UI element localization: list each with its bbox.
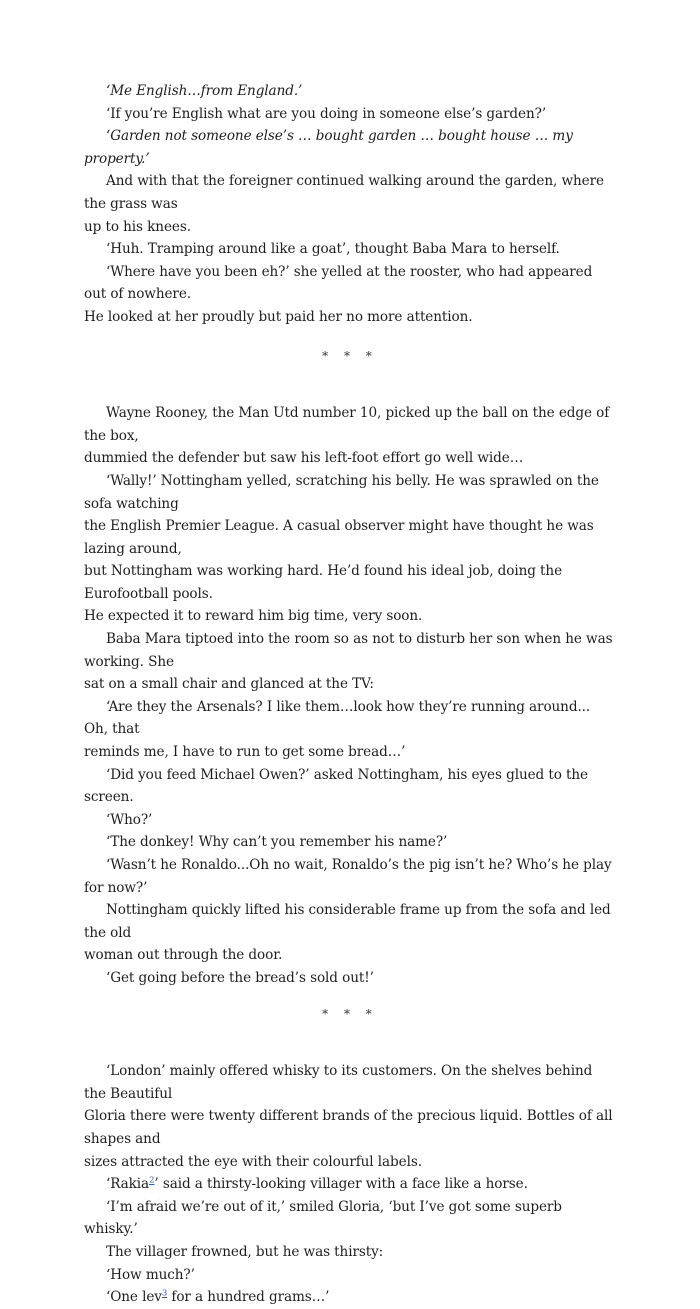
section-separator: * * * (322, 1006, 378, 1021)
text-run: ‘Rakia (106, 1176, 150, 1193)
paragraph: ‘The donkey! Why can’t you remember his name?’ (106, 834, 448, 851)
paragraph: ‘Did you feed Michael Owen?’ asked Nottingham, his eyes glued to the screen. (84, 766, 588, 806)
paragraph (84, 1286, 616, 1309)
text-run: for a hundred grams…’ (167, 1289, 330, 1306)
paragraph: ‘How much?’ (106, 1266, 195, 1283)
paragraph-line: ‘Where have you been eh?’ she yelled at the rooster, who had appeared out of nowhere. (84, 263, 593, 303)
paragraph-line: ‘London’ mainly offered whisky to its customers. On the shelves behind the Beautiful (84, 1063, 593, 1102)
paragraph: The villager frowned, but he was thirsty: (106, 1243, 384, 1260)
paragraph: ‘Who?’ (106, 811, 153, 828)
spacer (84, 380, 616, 402)
paragraph-line: the English Premier League. A casual observer might have thought he was lazing around, (84, 518, 594, 557)
paragraph-line: reminds me, I have to run to get some bread…’ (84, 744, 406, 761)
footnote-link[interactable]: 3 (161, 1288, 168, 1299)
paragraph (84, 1173, 616, 1196)
footnote-link[interactable]: 2 (149, 1175, 155, 1186)
text-run: ’ said a thirsty-looking villager with a face like a horse. (154, 1176, 528, 1193)
paragraph: ‘If you’re English what are you doing in someone else’s garden?’ (106, 105, 547, 122)
paragraph: ‘Me English…from England.’ (106, 83, 303, 99)
paragraph-line: He looked at her proudly but paid her no more attention. (84, 308, 473, 325)
paragraph-line: but Nottingham was working hard. He’d found his ideal job, doing the Eurofootball pools. (84, 563, 563, 602)
paragraph-line: Gloria there were twenty different brands of the precious liquid. Bottles of all shapes and (84, 1108, 613, 1147)
paragraph-line: Baba Mara tiptoed into the room so as not to disturb her son when he was working. She (84, 631, 613, 670)
section-separator: * * * (322, 348, 378, 363)
paragraph: ‘I’m afraid we’re out of it,’ smiled Gloria, ‘but I’ve got some superb whisky.’ (84, 1198, 562, 1238)
paragraph: ‘Get going before the bread’s sold out!’ (106, 969, 374, 986)
text-run: ‘One lev (106, 1289, 162, 1306)
paragraph-line: Wayne Rooney, the Man Utd number 10, picked up the ball on the edge of the box, (84, 405, 610, 444)
paragraph-line: sizes attracted the eye with their colourful labels. (84, 1153, 422, 1170)
paragraph-line: woman out through the door. (84, 947, 283, 964)
paragraph-line: up to his knees. (84, 218, 191, 235)
paragraph: ‘Huh. Tramping around like a goat’, thought Baba Mara to herself. (106, 241, 560, 258)
paragraph: ‘Wasn’t he Ronaldo...Oh no wait, Ronaldo’s the pig isn’t he? Who’s he play for now?’ (84, 857, 612, 896)
paragraph-line: sat on a small chair and glanced at the TV: (84, 676, 374, 693)
paragraph-line: dummied the defender but saw his left-foot effort go well wide… (84, 450, 524, 467)
paragraph-line: He expected it to reward him big time, very soon. (84, 608, 423, 625)
paragraph: ‘Garden not someone else’s … bought garden … bought house … my property.’ (84, 128, 573, 167)
paragraph-line: ‘Are they the Arsenals? I like them…look how they’re running around... Oh, that (84, 698, 591, 738)
paragraph-line: ‘Wally!’ Nottingham yelled, scratching his belly. He was sprawled on the sofa watching (84, 472, 599, 512)
paragraph-line: And with that the foreigner continued walking around the garden, where the grass was (84, 173, 604, 212)
paragraph-line: Nottingham quickly lifted his considerable frame up from the sofa and led the old (84, 902, 611, 941)
spacer (84, 1038, 616, 1060)
